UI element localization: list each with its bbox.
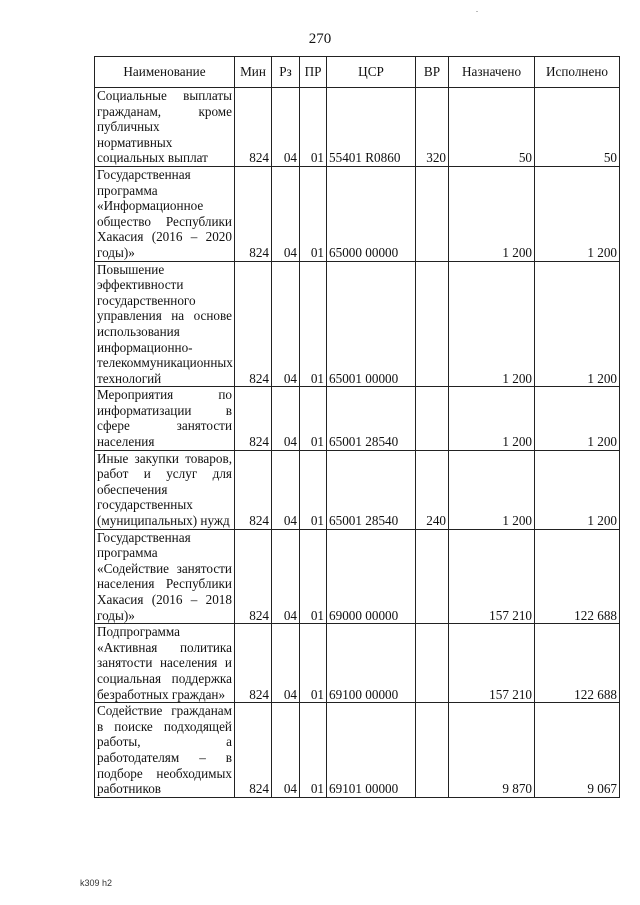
header-csr: ЦСР (327, 57, 416, 88)
row-csr: 65000 00000 (327, 166, 416, 261)
row-vr (416, 387, 449, 450)
table-row (95, 450, 620, 529)
row-csr: 69000 00000 (327, 529, 416, 624)
row-vr (416, 624, 449, 703)
row-name: Мероприятия по информатизации в сфере занятости населения (95, 387, 235, 450)
row-csr: 69101 00000 (327, 703, 416, 798)
row-assigned: 1 200 (449, 166, 535, 261)
footer-code: k309 h2 (80, 878, 113, 888)
header-pr: ПР (300, 57, 327, 88)
row-name: Социальные выплаты гражданам, кроме публичных нормативных социальных выплат (95, 88, 235, 167)
row-csr: 65001 28540 (327, 387, 416, 450)
row-csr: 55401 R0860 (327, 88, 416, 167)
row-assigned: 157 210 (449, 624, 535, 703)
row-assigned: 1 200 (449, 450, 535, 529)
table-row (95, 529, 620, 624)
row-min: 824 (235, 166, 272, 261)
row-pr: 01 (300, 624, 327, 703)
header-rz: Рз (272, 57, 300, 88)
row-name: Иные закупки товаров, работ и услуг для обеспечения государственных (муниципальных) нужд (95, 450, 235, 529)
row-name: Повышение эффективности государственного управления на основе использования информационно-телекоммуникационных технологий (95, 261, 235, 387)
row-executed: 50 (535, 88, 620, 167)
row-vr (416, 529, 449, 624)
row-rz: 04 (272, 529, 300, 624)
row-name: Содействие гражданам в поиске подходящей работы, а работодателям – в подборе необходимых работников (95, 703, 235, 798)
row-assigned: 157 210 (449, 529, 535, 624)
row-vr (416, 166, 449, 261)
row-min: 824 (235, 88, 272, 167)
row-assigned: 1 200 (449, 387, 535, 450)
table-row (95, 88, 620, 167)
scan-speck (476, 11, 478, 12)
row-assigned: 9 870 (449, 703, 535, 798)
row-csr: 65001 28540 (327, 450, 416, 529)
budget-table (94, 56, 620, 798)
row-rz: 04 (272, 88, 300, 167)
row-pr: 01 (300, 88, 327, 167)
row-pr: 01 (300, 450, 327, 529)
row-pr: 01 (300, 387, 327, 450)
row-min: 824 (235, 624, 272, 703)
row-name: Государственная программа «Содействие занятости населения Республики Хакасия (2016 – 2018 годы)» (95, 529, 235, 624)
row-pr: 01 (300, 529, 327, 624)
page-number: 270 (308, 31, 332, 47)
header-row (95, 57, 620, 88)
row-executed: 1 200 (535, 450, 620, 529)
row-rz: 04 (272, 261, 300, 387)
row-pr: 01 (300, 703, 327, 798)
row-rz: 04 (272, 624, 300, 703)
header-executed: Исполнено (535, 57, 620, 88)
row-pr: 01 (300, 261, 327, 387)
table-row (95, 703, 620, 798)
row-csr: 65001 00000 (327, 261, 416, 387)
header-min: Мин (235, 57, 272, 88)
header-assigned: Назначено (449, 57, 535, 88)
row-executed: 1 200 (535, 166, 620, 261)
table-row (95, 624, 620, 703)
row-assigned: 1 200 (449, 261, 535, 387)
row-vr: 320 (416, 88, 449, 167)
row-pr: 01 (300, 166, 327, 261)
row-min: 824 (235, 261, 272, 387)
row-vr (416, 703, 449, 798)
row-executed: 9 067 (535, 703, 620, 798)
row-executed: 1 200 (535, 261, 620, 387)
table-row (95, 261, 620, 387)
row-rz: 04 (272, 450, 300, 529)
row-csr: 69100 00000 (327, 624, 416, 703)
row-vr: 240 (416, 450, 449, 529)
table-row (95, 387, 620, 450)
row-assigned: 50 (449, 88, 535, 167)
row-executed: 122 688 (535, 529, 620, 624)
row-min: 824 (235, 703, 272, 798)
row-executed: 1 200 (535, 387, 620, 450)
row-rz: 04 (272, 166, 300, 261)
row-vr (416, 261, 449, 387)
row-min: 824 (235, 387, 272, 450)
header-name: Наименование (95, 57, 235, 88)
row-rz: 04 (272, 703, 300, 798)
row-rz: 04 (272, 387, 300, 450)
table-row (95, 166, 620, 261)
row-name: Подпрограмма «Активная политика занятости населения и социальная поддержка безработных граждан» (95, 624, 235, 703)
row-min: 824 (235, 529, 272, 624)
row-name: Государственная программа «Информационное общество Республики Хакасия (2016 – 2020 годы)» (95, 166, 235, 261)
row-min: 824 (235, 450, 272, 529)
header-vr: ВР (416, 57, 449, 88)
row-executed: 122 688 (535, 624, 620, 703)
